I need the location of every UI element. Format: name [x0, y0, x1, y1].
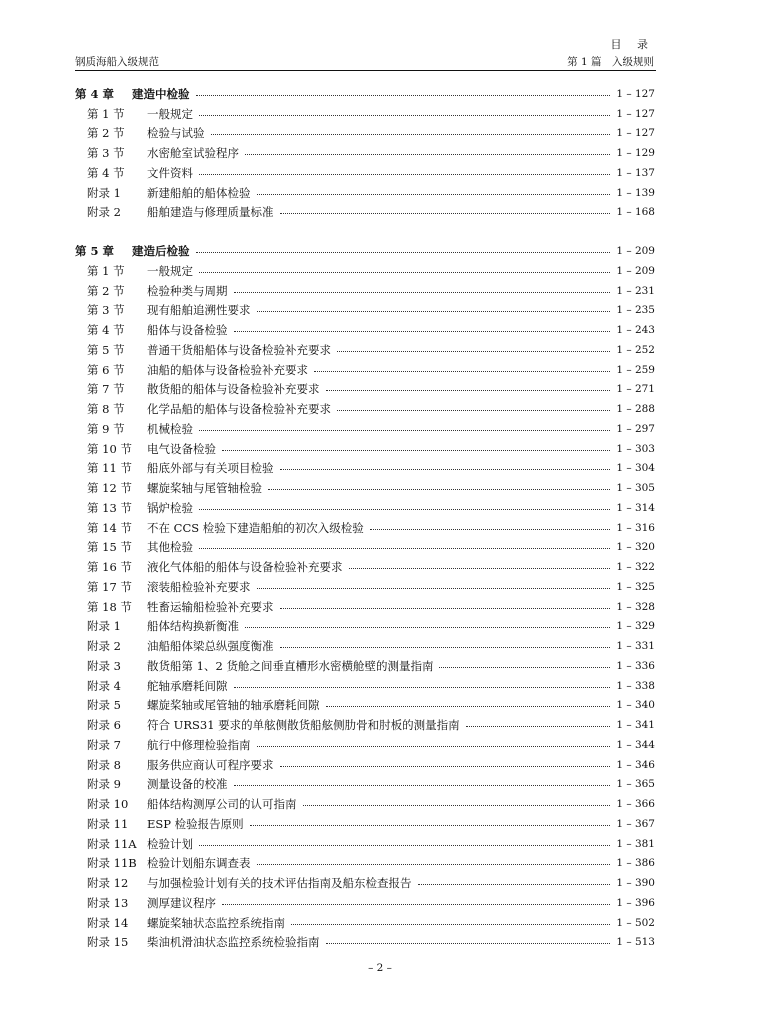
toc-entry-number: 第 18 节 — [87, 599, 132, 614]
toc-entry-number: 附录 1 — [87, 185, 121, 200]
toc-page-number: 1 – 336 — [616, 659, 655, 672]
toc-entry-number: 第 4 章 — [75, 86, 115, 101]
header-book-title: 钢质海船入级规范 — [75, 56, 159, 68]
toc-entry-number: 附录 11 — [87, 816, 129, 831]
toc-entry-row — [75, 873, 655, 893]
toc-entry-row — [75, 498, 655, 518]
toc-entry-number: 第 8 节 — [87, 402, 125, 417]
toc-entry-title: 一般规定 — [147, 106, 193, 121]
toc-entry-title: 检验计划 — [147, 836, 193, 851]
toc-page-number: 1 – 129 — [616, 147, 655, 160]
toc-dot-leader — [326, 703, 611, 707]
toc-entry-title: 与加强检验计划有关的技术评估指南及船东检查报告 — [147, 876, 412, 891]
toc-dot-leader — [234, 782, 611, 786]
toc-page-number: 1 – 322 — [616, 561, 655, 574]
toc-entry-title: 船体结构换新衡准 — [147, 619, 239, 634]
toc-dot-leader — [245, 151, 610, 155]
toc-entry-number: 附录 13 — [87, 895, 129, 910]
toc-dot-leader — [234, 289, 611, 293]
toc-dot-leader — [257, 743, 611, 747]
header-part-title: 第 1 篇 入级规则 — [567, 56, 654, 68]
toc-page-number: 1 – 209 — [616, 245, 655, 258]
toc-page-number: 1 – 314 — [616, 501, 655, 514]
toc-entry-number: 第 4 节 — [87, 323, 125, 338]
toc-entry-row — [75, 124, 655, 144]
toc-entry-row — [75, 320, 655, 340]
toc-entry-number: 附录 9 — [87, 777, 121, 792]
toc-entry-title: 船舶建造与修理质量标准 — [147, 205, 274, 220]
toc-dot-leader — [337, 348, 610, 352]
toc-dot-leader — [418, 881, 611, 885]
toc-page-number: 1 – 331 — [616, 640, 655, 653]
toc-entry-title: 服务供应商认可程序要求 — [147, 757, 274, 772]
toc-dot-leader — [291, 921, 610, 925]
toc-entry-title: 检验种类与周期 — [147, 283, 228, 298]
toc-entry-title: 检验计划船东调查表 — [147, 856, 251, 871]
toc-entry-row — [75, 143, 655, 163]
toc-entry-title: 航行中修理检验指南 — [147, 737, 251, 752]
toc-entry-row — [75, 538, 655, 558]
toc-entry-row — [75, 478, 655, 498]
toc-page-number: 1 – 396 — [616, 896, 655, 909]
toc-entry-number: 第 1 节 — [87, 106, 125, 121]
toc-entry-number: 附录 14 — [87, 915, 129, 930]
toc-entry-number: 附录 15 — [87, 935, 129, 950]
toc-page-number: 1 – 366 — [616, 798, 655, 811]
toc-entry-row — [75, 636, 655, 656]
toc-entry-title: 油船船体梁总纵强度衡准 — [147, 639, 274, 654]
toc-entry-title: 锅炉检验 — [147, 500, 193, 515]
toc-dot-leader — [257, 861, 611, 865]
toc-entry-row — [75, 203, 655, 223]
toc-page-number: 1 – 365 — [616, 778, 655, 791]
toc-entry-number: 附录 10 — [87, 797, 129, 812]
toc-entry-number: 附录 8 — [87, 757, 121, 772]
toc-dot-leader — [196, 249, 611, 253]
toc-entry-number: 附录 4 — [87, 678, 121, 693]
toc-entry-row — [75, 340, 655, 360]
toc-entry-title: 新建船舶的船体检验 — [147, 185, 251, 200]
toc-page-number: 1 – 325 — [616, 580, 655, 593]
toc-entry-number: 第 1 节 — [87, 263, 125, 278]
toc-page-number: 1 – 316 — [616, 521, 655, 534]
toc-entry-row — [75, 439, 655, 459]
toc-entry-title: 检验与试验 — [147, 126, 205, 141]
toc-entry-row — [75, 518, 655, 538]
toc-entry-number: 第 11 节 — [87, 461, 132, 476]
toc-page-number: 1 – 381 — [616, 837, 655, 850]
toc-entry-number: 第 16 节 — [87, 560, 132, 575]
toc-entry-number: 第 15 节 — [87, 540, 132, 555]
toc-entry-title: 船体与设备检验 — [147, 323, 228, 338]
toc-page-number: 1 – 235 — [616, 304, 655, 317]
toc-dot-leader — [257, 191, 611, 195]
toc-entry-row — [75, 755, 655, 775]
toc-entry-number: 第 5 节 — [87, 342, 125, 357]
toc-entry-number: 第 12 节 — [87, 481, 132, 496]
header-rule — [75, 70, 656, 71]
toc-entry-title: 现有船舶追溯性要求 — [147, 303, 251, 318]
table-of-contents — [75, 84, 655, 952]
toc-dot-leader — [326, 387, 611, 391]
toc-entry-row — [75, 735, 655, 755]
toc-entry-row — [75, 893, 655, 913]
toc-entry-title: 柴油机滑油状态监控系统检验指南 — [147, 935, 320, 950]
toc-entry-row — [75, 597, 655, 617]
toc-entry-row — [75, 933, 655, 953]
toc-dot-leader — [234, 328, 611, 332]
toc-page-number: 1 – 320 — [616, 541, 655, 554]
toc-entry-title: 滚装船检验补充要求 — [147, 579, 251, 594]
toc-entry-title: 不在 CCS 检验下建造船舶的初次入级检验 — [147, 520, 364, 535]
toc-entry-title: 测厚建议程序 — [147, 895, 216, 910]
toc-dot-leader — [466, 723, 611, 727]
toc-entry-row — [75, 261, 655, 281]
toc-chapter-row — [75, 241, 655, 261]
toc-entry-row — [75, 834, 655, 854]
toc-dot-leader — [199, 269, 610, 273]
toc-entry-row — [75, 557, 655, 577]
toc-entry-row — [75, 183, 655, 203]
toc-dot-leader — [337, 407, 610, 411]
toc-entry-number: 附录 11A — [87, 836, 137, 851]
toc-dot-leader — [199, 112, 610, 116]
toc-entry-title: 散货船的船体与设备检验补充要求 — [147, 382, 320, 397]
toc-entry-row — [75, 419, 655, 439]
toc-entry-title: 符合 URS31 要求的单舷侧散货船舷侧肋骨和肘板的测量指南 — [147, 718, 460, 733]
toc-dot-leader — [196, 92, 611, 96]
toc-page-number: 1 – 127 — [616, 87, 655, 100]
page-number: – 2 – — [368, 962, 392, 974]
toc-page-number: 1 – 390 — [616, 877, 655, 890]
toc-entry-title: 普通干货船船体与设备检验补充要求 — [147, 342, 331, 357]
toc-entry-row — [75, 715, 655, 735]
toc-entry-row — [75, 360, 655, 380]
toc-entry-row — [75, 676, 655, 696]
toc-entry-number: 第 2 节 — [87, 126, 125, 141]
toc-dot-leader — [280, 644, 611, 648]
toc-entry-title: 一般规定 — [147, 263, 193, 278]
toc-page-number: 1 – 367 — [616, 817, 655, 830]
toc-entry-row — [75, 281, 655, 301]
toc-page-number: 1 – 168 — [616, 206, 655, 219]
toc-entry-number: 附录 7 — [87, 737, 121, 752]
toc-entry-number: 第 9 节 — [87, 421, 125, 436]
toc-page-number: 1 – 252 — [616, 343, 655, 356]
toc-entry-title: 文件资料 — [147, 165, 193, 180]
toc-page-number: 1 – 231 — [616, 284, 655, 297]
toc-dot-leader — [245, 624, 610, 628]
toc-page-number: 1 – 340 — [616, 699, 655, 712]
toc-dot-leader — [234, 684, 611, 688]
toc-entry-number: 附录 2 — [87, 639, 121, 654]
toc-dot-leader — [280, 210, 611, 214]
toc-page-number: 1 – 305 — [616, 482, 655, 495]
toc-entry-row — [75, 577, 655, 597]
toc-entry-title: 电气设备检验 — [147, 441, 216, 456]
toc-page-number: 1 – 346 — [616, 758, 655, 771]
toc-dot-leader — [280, 763, 611, 767]
toc-entry-row — [75, 814, 655, 834]
toc-entry-number: 附录 3 — [87, 658, 121, 673]
toc-entry-number: 附录 2 — [87, 205, 121, 220]
toc-page-number: 1 – 139 — [616, 186, 655, 199]
toc-dot-leader — [222, 447, 610, 451]
toc-chapter-row — [75, 84, 655, 104]
toc-entry-row — [75, 656, 655, 676]
toc-page-number: 1 – 303 — [616, 442, 655, 455]
toc-dot-leader — [268, 486, 610, 490]
toc-entry-title: 化学品船的船体与设备检验补充要求 — [147, 402, 331, 417]
toc-entry-title: 船体结构测厚公司的认可指南 — [147, 797, 297, 812]
toc-entry-title: 舵轴承磨耗间隙 — [147, 678, 228, 693]
toc-entry-number: 第 4 节 — [87, 165, 125, 180]
header-section-title: 目 录 — [610, 38, 654, 51]
toc-entry-number: 第 6 节 — [87, 362, 125, 377]
toc-entry-title: 螺旋桨轴与尾管轴检验 — [147, 481, 262, 496]
toc-dot-leader — [199, 545, 610, 549]
toc-entry-title: 船底外部与有关项目检验 — [147, 461, 274, 476]
toc-entry-row — [75, 617, 655, 637]
toc-page-number: 1 – 344 — [616, 738, 655, 751]
toc-entry-title: 其他检验 — [147, 540, 193, 555]
toc-entry-number: 第 2 节 — [87, 283, 125, 298]
toc-page-number: 1 – 341 — [616, 719, 655, 732]
toc-entry-row — [75, 380, 655, 400]
toc-entry-title: 建造中检验 — [132, 86, 190, 101]
toc-page-number: 1 – 297 — [616, 422, 655, 435]
toc-page-number: 1 – 288 — [616, 403, 655, 416]
toc-dot-leader — [326, 940, 611, 944]
toc-page-number: 1 – 502 — [616, 916, 655, 929]
toc-page-number: 1 – 209 — [616, 264, 655, 277]
toc-entry-row — [75, 163, 655, 183]
toc-page-number: 1 – 386 — [616, 857, 655, 870]
toc-entry-title: 机械检验 — [147, 421, 193, 436]
toc-page-number: 1 – 127 — [616, 107, 655, 120]
toc-page-number: 1 – 328 — [616, 600, 655, 613]
toc-entry-number: 第 3 节 — [87, 303, 125, 318]
toc-dot-leader — [370, 526, 611, 530]
toc-entry-number: 第 13 节 — [87, 500, 132, 515]
toc-dot-leader — [303, 802, 611, 806]
toc-dot-leader — [199, 842, 610, 846]
toc-entry-row — [75, 775, 655, 795]
toc-entry-title: 牲畜运输船检验补充要求 — [147, 599, 274, 614]
toc-dot-leader — [250, 822, 611, 826]
toc-entry-title: 螺旋桨轴状态监控系统指南 — [147, 915, 285, 930]
toc-dot-leader — [314, 368, 610, 372]
toc-entry-title: 螺旋桨轴或尾管轴的轴承磨耗间隙 — [147, 698, 320, 713]
toc-dot-leader — [199, 427, 610, 431]
toc-entry-row — [75, 399, 655, 419]
toc-entry-row — [75, 104, 655, 124]
toc-dot-leader — [199, 171, 610, 175]
toc-entry-number: 附录 11B — [87, 856, 137, 871]
toc-entry-number: 附录 12 — [87, 876, 129, 891]
toc-entry-title: 测量设备的校准 — [147, 777, 228, 792]
toc-entry-title: ESP 检验报告原则 — [147, 816, 244, 831]
toc-page-number: 1 – 513 — [616, 936, 655, 949]
toc-dot-leader — [439, 664, 610, 668]
toc-entry-number: 第 3 节 — [87, 146, 125, 161]
toc-page-number: 1 – 243 — [616, 324, 655, 337]
toc-entry-number: 附录 6 — [87, 718, 121, 733]
toc-entry-title: 建造后检验 — [132, 244, 190, 259]
toc-entry-row — [75, 794, 655, 814]
toc-entry-title: 油船的船体与设备检验补充要求 — [147, 362, 308, 377]
toc-dot-leader — [280, 605, 611, 609]
toc-page-number: 1 – 338 — [616, 679, 655, 692]
toc-page-number: 1 – 259 — [616, 363, 655, 376]
toc-entry-number: 附录 5 — [87, 698, 121, 713]
toc-dot-leader — [199, 506, 610, 510]
toc-page-number: 1 – 271 — [616, 383, 655, 396]
toc-entry-number: 第 17 节 — [87, 579, 132, 594]
toc-entry-number: 第 7 节 — [87, 382, 125, 397]
toc-entry-row — [75, 854, 655, 874]
toc-dot-leader — [280, 466, 611, 470]
toc-page-number: 1 – 137 — [616, 166, 655, 179]
toc-dot-leader — [257, 585, 611, 589]
toc-entry-row — [75, 301, 655, 321]
toc-dot-leader — [211, 131, 611, 135]
toc-chapter-gap — [75, 222, 655, 241]
toc-dot-leader — [349, 565, 611, 569]
toc-page-number: 1 – 304 — [616, 462, 655, 475]
toc-entry-title: 液化气体船的船体与设备检验补充要求 — [147, 560, 343, 575]
toc-entry-number: 附录 1 — [87, 619, 121, 634]
toc-entry-number: 第 10 节 — [87, 441, 132, 456]
toc-dot-leader — [222, 901, 610, 905]
toc-entry-row — [75, 913, 655, 933]
toc-page-number: 1 – 127 — [616, 127, 655, 140]
toc-entry-title: 散货船第 1、2 货舱之间垂直槽形水密横舱壁的测量指南 — [147, 658, 434, 673]
toc-entry-row — [75, 459, 655, 479]
toc-entry-number: 第 5 章 — [75, 244, 115, 259]
toc-entry-row — [75, 696, 655, 716]
toc-entry-number: 第 14 节 — [87, 520, 132, 535]
toc-dot-leader — [257, 308, 611, 312]
toc-entry-title: 水密舱室试验程序 — [147, 146, 239, 161]
toc-page-number: 1 – 329 — [616, 620, 655, 633]
